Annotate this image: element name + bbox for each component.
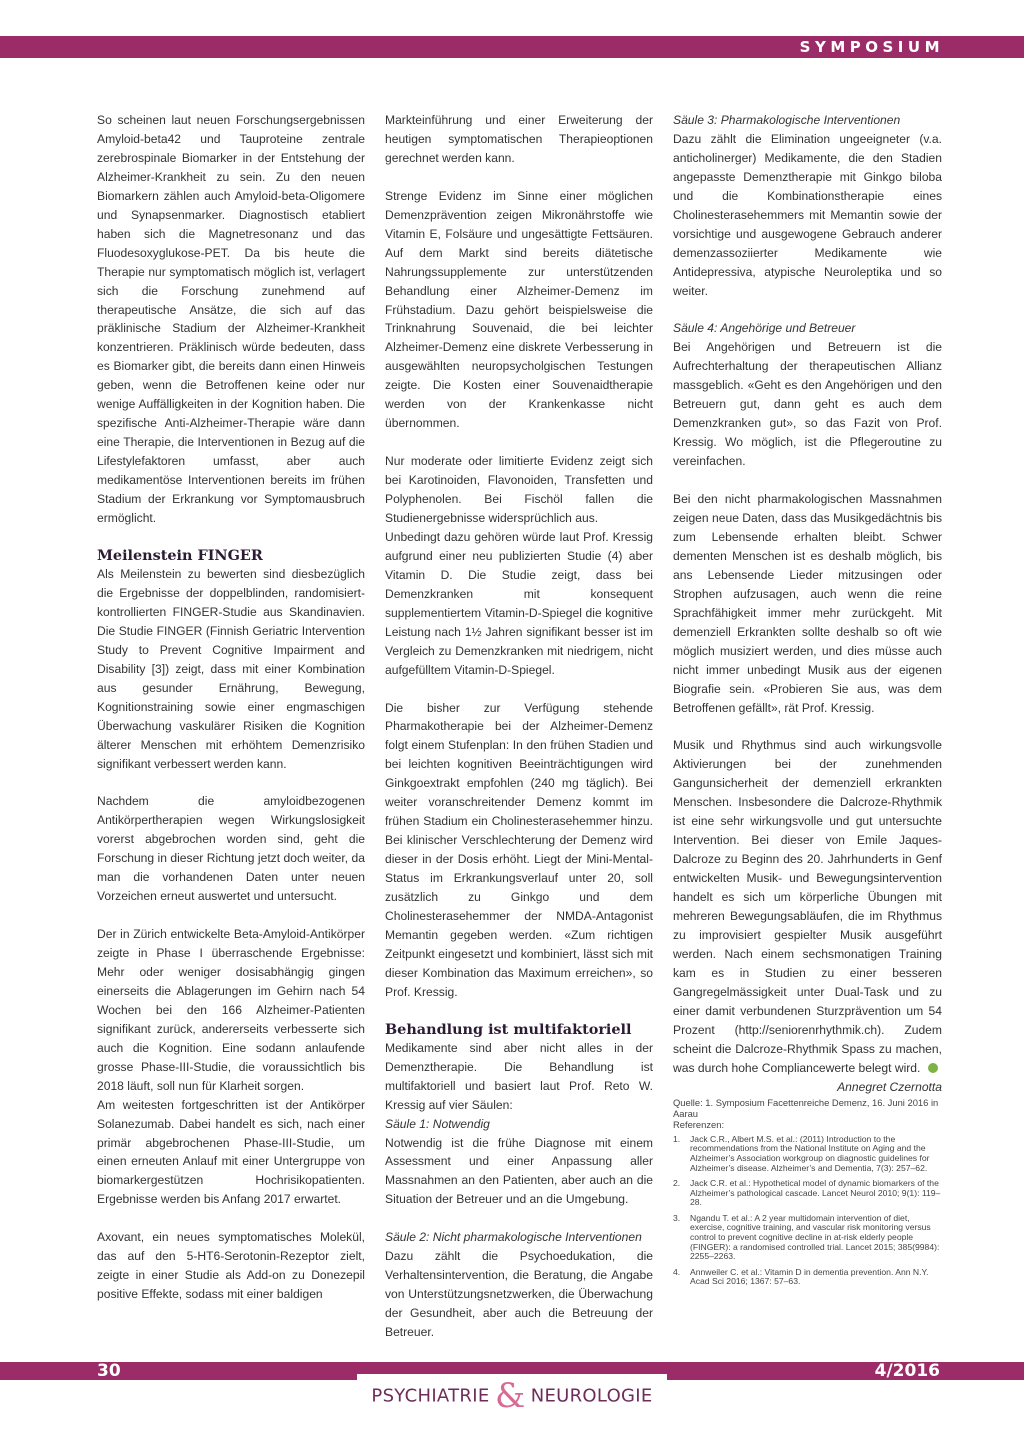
section-header-bar	[0, 36, 1024, 58]
paragraph: Nachdem die amyloidbezogenen Antikörpertherapien wegen Wirkungslosigkeit vorerst abgebrochen worden sind, geht die Forschung in dieser Richtung jetzt doch weiter, da man die vorhandenen Daten unter neuen Vorzeichen erneut auswertet und untersucht.	[97, 794, 365, 904]
subheading-saule-2: Säule 2: Nicht pharmakologische Interventionen	[385, 1230, 642, 1245]
subheading-saule-1: Säule 1: Notwendig	[385, 1116, 490, 1131]
paragraph: Am weitesten fortgeschritten ist der Antikörper Solanezumab. Dabei handelt es sich, nach einer primär abgebrochenen Phase-III-Studie, um einen erneuten Anlauf mit einer Untergruppe von biomarkergestützen Hochrisikopatienten. Ergebnisse werden bis Anfang 2017 erwartet.	[97, 1097, 365, 1207]
column-1	[97, 111, 365, 1304]
journal-word-2: NEUROLOGIE	[530, 1385, 653, 1407]
page-number: 30	[97, 1361, 121, 1381]
paragraph: Dazu zählt die Elimination ungeeigneter (v.a. anticholinerger) Medikamente, die den Stadien angepasste Demenztherapie mit Ginkgo biloba und die Kombinationstherapie eines Cholinesterasehemmers mit Memantin sowie der vorsichtige und ausgewogene Gebrauch anderer demenzassoziierter Medikamente wie Antidepressiva, atypische Neuroleptika und so weiter.	[673, 131, 942, 298]
reference-text: Annweiler C. et al.: Vitamin D in dementia prevention. Ann N.Y. Acad Sci 2016; 1367: 57–63.	[690, 1266, 929, 1287]
reference-text: Jack C.R., Albert M.S. et al.: (2011) Introduction to the recommendations from the National Institute on Aging and the Alzheimer’s Association workgroup on diagnostic guidelines for Alzheimer’s disease. Alzheimer’s and Dementia, 7(3): 257–62.	[690, 1133, 930, 1173]
references-list	[673, 1135, 942, 1287]
reference-number: 3.	[673, 1212, 681, 1223]
paragraph-text: Musik und Rhythmus sind auch wirkungsvolle Aktivierungen bei der zunehmenden Gangunsicherheit der demenziell erkrankten Menschen. Insbesondere die Dalcroze-Rhythmik ist eine sehr wirkungsvolle und gut untersuchte Intervention. Bei dieser von Emile Jaques-Dalcroze zu Beginn des 20. Jahrhunderts in Genf entwickelten Musik- und Bewegungsintervention handelt es sich um körperliche Übungen mit mehreren Bewegungsabläufen, die im Rhythmus zu improvisiert gespielter Musik ausgeführt werden. Nach einem sechsmonatigen Training kam es in Studien zu einer besseren Gangregelmässigkeit unter Dual-Task und zu einer damit verbundenen Sturzprävention um 54 Prozent (http://seniorenrhythmik.ch). Zudem scheint die Dalcroze-Rhythmik Spass zu machen, was durch hohe Compliancewerte belegt wird.	[673, 738, 942, 1075]
section-title: SYMPOSIUM	[799, 38, 944, 56]
paragraph: Strenge Evidenz im Sinne einer möglichen Demenzprävention zeigen Mikronährstoffe wie Vitamin E, Folsäure und ungesättigte Fettsäuren. Auf dem Markt sind bereits diätetische Nahrungssupplemente zur unterstützenden Behandlung einer Alzheimer-Demenz im Frühstadium. Dazu gehört beispielsweise die Trinknahrung Souvenaid, die bei leichter Alzheimer-Demenz eine diskrete Verbesserung in ausgewählten neuropsycholgischen Testungen zeigte. Die Kosten einer Souvenaidtherapie werden von der Krankenkasse nicht übernommen.	[385, 188, 653, 431]
reference-number: 1.	[673, 1133, 681, 1144]
paragraph: Markteinführung und einer Erweiterung der heutigen symptomatischen Therapieoptionen gerechnet werden kann.	[385, 113, 653, 165]
source-note: Quelle: 1. Symposium Facettenreiche Demenz, 16. Juni 2016 in Aarau	[673, 1096, 939, 1119]
paragraph: Nur moderate oder limitierte Evidenz zeigt sich bei Karotinoiden, Flavonoiden, Transfetten und Polyphenolen. Bei Fischöl fallen die Studienergebnisse widersprüchlich aus.	[385, 454, 653, 525]
paragraph: Axovant, ein neues symptomatisches Molekül, das auf den 5-HT6-Serotonin-Rezeptor zielt, zeigte in einer Studie als Add-on zu Donezepil positive Effekte, sodass mit einer baldigen	[97, 1230, 365, 1302]
reference-item	[673, 1135, 942, 1173]
reference-text: Jack C.R. et al.: Hypothetical model of dynamic biomarkers of the Alzheimer’s pathological cascade. Lancet Neurol 2010; 9(1): 119–28.	[690, 1178, 941, 1208]
journal-word-1: PSYCHIATRIE	[371, 1385, 490, 1407]
reference-number: 2.	[673, 1178, 681, 1189]
reference-text: Ngandu T. et al.: A 2 year multidomain intervention of diet, exercise, cognitive training, and vascular risk monitoring versus control to prevent cognitive decline in at-risk elderly people (FINGER): a randomised controlled trial. Lancet 2015; 385(9984): 2255–2263.	[690, 1212, 940, 1262]
end-mark-dot-icon	[928, 1063, 938, 1073]
reference-item	[673, 1179, 942, 1208]
heading-finger: Meilenstein FINGER	[97, 546, 263, 564]
author: Annegret Czernotta	[837, 1079, 942, 1094]
subheading-saule-3: Säule 3: Pharmakologische Interventionen	[673, 113, 901, 127]
reference-number: 4.	[673, 1266, 681, 1277]
paragraph: Als Meilenstein zu bewerten sind diesbezüglich die Ergebnisse der doppelblinden, randomisiert-kontrollierten FINGER-Studie aus Skandinavien. Die Studie FINGER (Finnish Geriatric Intervention Study to Prevent Cognitive Impairment and Disability [3]) zeigt, dass mit einer Kombination aus gesunder Ernährung, Bewegung, Kognitionstraining sowie einer engmaschigen Überwachung vaskulärer Risiken die Kognition älterer Menschen mit erhöhtem Demenzrisiko signifikant verbessert werden kann.	[97, 566, 365, 771]
paragraph: Medikamente sind aber nicht alles in der Demenztherapie. Die Behandlung ist multifaktoriell und basiert laut Prof. Reto W. Kressig auf vier Säulen:	[385, 1040, 653, 1112]
paragraph	[673, 736, 942, 1077]
subheading-saule-4: Säule 4: Angehörige und Betreuer	[673, 321, 856, 336]
reference-item	[673, 1214, 942, 1262]
journal-ampersand: &	[494, 1376, 526, 1416]
references-heading: Referenzen:	[673, 1119, 725, 1131]
paragraph: Unbedingt dazu gehören würde laut Prof. Kressig aufgrund einer neu publizierten Studie (4) aber Vitamin D. Die Studie zeigt, dass bei Demenzkranken mit konsequent supplementiertem Vitamin-D-Spiegel die kognitive Leistung nach 1½ Jahren signifikant besser ist im Vergleich zu Demenzkranken mit niedrigem, nicht aufgefülltem Vitamin-D-Spiegel.	[385, 529, 653, 677]
paragraph: Bei Angehörigen und Betreuern ist die Aufrechterhaltung der therapeutischen Allianz massgeblich. «Geht es den Angehörigen und den Betreuern gut, dann geht es auch dem Demenzkranken gut», so das Fazit von Prof. Kressig. Wo möglich, ist die Pflegeroutine zu vereinfachen.	[673, 340, 942, 469]
column-2	[385, 111, 653, 1342]
paragraph: Bei den nicht pharmakologischen Massnahmen zeigen neue Daten, dass das Musikgedächtnis bis zum Lebensende erhalten bleibt. Schwer dementen Menschen ist es deshalb möglich, bis ans Lebensende Lieder mitzusingen oder Strophen aufzusagen, auch wenn die reine Sprachfähigkeit immer mehr zurückgeht. Mit demenziell Erkrankten sollte deshalb so oft wie möglich musiziert werden, und dies müsse auch nicht immer unbedingt Musik aus der eigenen Biografie sein. «Probieren Sie aus, was dem Betroffenen gefällt», rät Prof. Kressig.	[673, 492, 942, 715]
heading-multifaktoriell: Behandlung ist multifaktoriell	[385, 1020, 632, 1038]
issue-number: 4/2016	[874, 1361, 940, 1381]
paragraph: Der in Zürich entwickelte Beta-Amyloid-Antikörper zeigte in Phase I überraschende Ergebnisse: Mehr oder weniger dosisabhängig gingen einerseits die Ablagerungen im Gehirn nach 54 Wochen bei den 166 Alzheimer-Patienten signifikant zurück, andererseits verbesserte sich auch die Kognition. Eine sodann anlaufende grosse Phase-III-Studie, die voraussichtlich bis 2018 läuft, soll nun für Klarheit sorgen.	[97, 927, 365, 1093]
paragraph: Notwendig ist die frühe Diagnose mit einem Assessment und einer Anpassung aller Massnahmen an den Patienten, aber auch an die Situation der Betreuer und an die Umgebung.	[385, 1135, 653, 1207]
column-3	[673, 111, 942, 1293]
paragraph: Dazu zählt die Psychoedukation, die Verhaltensintervention, die Beratung, die Angabe von Unterstützungsnetzwerken, die Überwachung der Gesundheit, aber auch die Betreuung der Betreuer.	[385, 1249, 653, 1340]
paragraph: Die bisher zur Verfügung stehende Pharmakotherapie bei der Alzheimer-Demenz folgt einem Stufenplan: In den frühen Stadien und bei leichten kognitiven Beeinträchtigungen wird Ginkgoextrakt empfohlen (240 mg täglich). Bei weiter voranschreitender Demenz kommt im frühen Stadium ein Cholinesterasehemmer hinzu. Bei klinischer Verschlechterung der Demenz wird dieser in der Dosis erhöht. Liegt der Mini-Mental-Status im Erkrankungsverlauf unter 20, soll zusätzlich zu Ginkgo und dem Cholinesterasehemmer der NMDA-Antagonist Memantin gegeben werden. «Zum richtigen Zeitpunkt eingesetzt und kombiniert, lässt sich mit dieser Kombination das Maximum erreichen», so Prof. Kressig.	[385, 700, 653, 999]
reference-item	[673, 1268, 942, 1287]
journal-logo	[0, 1374, 1024, 1420]
paragraph: So scheinen laut neuen Forschungsergebnissen Amyloid-beta42 und Tauproteine zentrale zerebrospinale Biomarker in der Entstehung der Alzheimer-Krankheit zu sein. Zu den neuen Biomarkern zählen auch Amyloid-beta-Oligomere und Synapsenmarker. Diagnostisch etabliert haben sich die Magnetresonanz und das Fluodesoxyglukose-PET. Da bis heute die Therapie nur symptomatisch möglich ist, verlagert sich die Forschung zunehmend auf therapeutische Ansätze, die sich auf das präklinische Stadium der Alzheimer-Krankheit konzentrieren. Präklinisch würde bedeuten, dass es Biomarker gibt, die bereits dann einen Hinweis geben, wenn die Betroffenen keine oder nur wenige Auffälligkeiten in der Kognition haben. Die spezifische Anti-Alzheimer-Therapie wäre dann eine Therapie, die Interventionen in Bezug auf die Lifestylefaktoren umfasst, aber auch medikamentöse Interventionen bereits im frühen Stadium der Erkrankung vor Symptomausbruch ermöglicht.	[97, 113, 365, 526]
